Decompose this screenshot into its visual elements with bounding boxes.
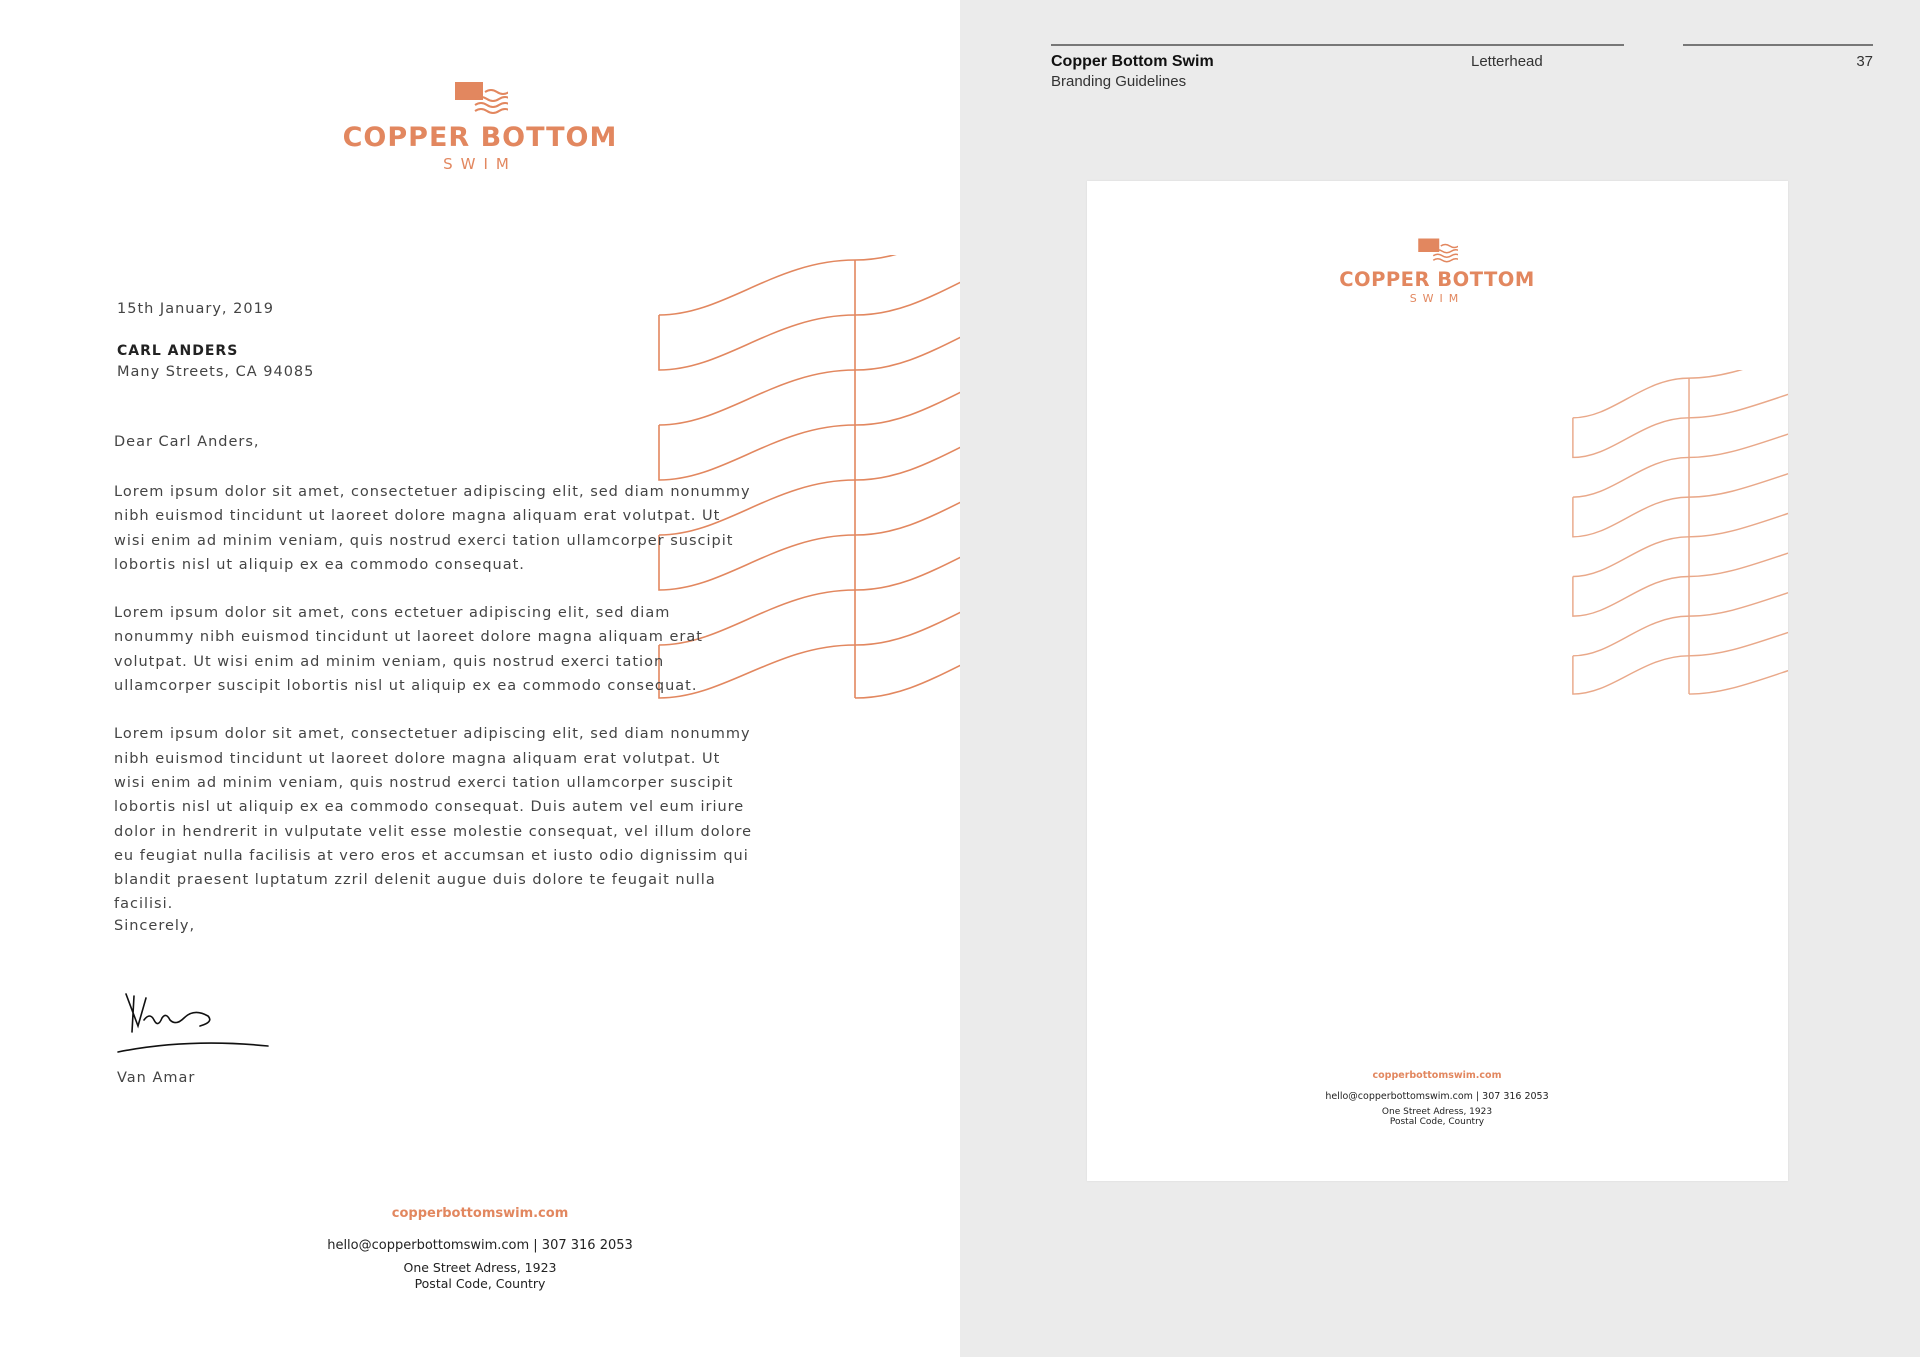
preview-address-1: One Street Adress, 1923	[1381, 1107, 1493, 1117]
letterhead-preview	[1087, 181, 1788, 1181]
address-line-2: Postal Code, Country	[414, 1276, 546, 1291]
preview-footer	[1237, 1070, 1637, 1127]
flag-waves-icon	[1416, 237, 1458, 264]
preview-wave-graphic	[1570, 370, 1788, 700]
address-line-1: One Street Adress, 1923	[403, 1260, 557, 1275]
header-brand: Copper Bottom Swim	[1051, 53, 1214, 70]
paragraph: Lorem ipsum dolor sit amet, cons ectetuer adipiscing elit, sed diam nonummy nibh euismod tincidunt ut laoreet dolore magna aliquam erat volutpat. Ut wisi enim ad minim veniam, quis nostrud exerci tation ullamcorper suscipit lobortis nisl ut aliquip ex ea commodo consequat.	[114, 605, 703, 695]
recipient-address: Many Streets, CA 94085	[117, 364, 315, 380]
preview-logo-name: COPPER BOTTOM	[1339, 268, 1535, 291]
preview-contact: hello@copperbottomswim.com | 307 316 2053	[1325, 1091, 1549, 1102]
preview-address-2: Postal Code, Country	[1389, 1117, 1485, 1127]
paragraph: Lorem ipsum dolor sit amet, consectetuer adipiscing elit, sed diam nonummy nibh euismod tincidunt ut laoreet dolore magna aliquam erat volutpat. Ut wisi enim ad minim veniam, quis nostrud exerci tation ullamcorper suscipit lobortis nisl ut aliquip ex ea commodo consequat.	[114, 484, 751, 573]
website-link[interactable]: copperbottomswim.com	[391, 1206, 569, 1221]
contact-line: hello@copperbottomswim.com | 307 316 2053	[327, 1238, 633, 1253]
closing: Sincerely,	[114, 918, 196, 934]
header-subtitle: Branding Guidelines	[1051, 73, 1187, 90]
logo	[330, 80, 630, 173]
logo-sub: SWIM	[443, 155, 517, 173]
paragraph: Lorem ipsum dolor sit amet, consectetuer adipiscing elit, sed diam nonummy nibh euismod tincidunt ut laoreet dolore magna aliquam erat volutpat. Ut wisi enim ad minim veniam, quis nostrud exerci tation ullamcorper suscipit lobortis nisl ut aliquip ex ea commodo consequat. Duis autem vel eum iriure dolor in hendrerit in vulputate velit esse molestie consequat, vel illum dolore eu feugiat nulla facilisis at vero eros et accumsan et iusto odio dignissim qui blandit praesent luptatum zzril delenit augue duis dolore te feugait nulla facilisi.	[114, 726, 753, 913]
guideline-page	[960, 0, 1920, 1357]
recipient-name: CARL ANDERS	[117, 343, 239, 359]
signature	[112, 990, 272, 1060]
preview-website: copperbottomswim.com	[1372, 1070, 1502, 1081]
letter-body	[114, 480, 754, 917]
letter-date: 15th January, 2019	[117, 301, 275, 317]
greeting: Dear Carl Anders,	[114, 434, 260, 450]
header-rule	[1683, 44, 1873, 46]
flag-waves-icon	[452, 80, 508, 116]
preview-logo	[1287, 237, 1587, 305]
header-rule	[1051, 44, 1624, 46]
preview-logo-sub: SWIM	[1409, 292, 1465, 305]
signer-name: Van Amar	[117, 1070, 196, 1086]
page-number: 37	[1856, 53, 1873, 70]
footer	[280, 1206, 680, 1291]
logo-name: COPPER BOTTOM	[342, 122, 618, 153]
header-section: Letterhead	[1471, 53, 1543, 70]
